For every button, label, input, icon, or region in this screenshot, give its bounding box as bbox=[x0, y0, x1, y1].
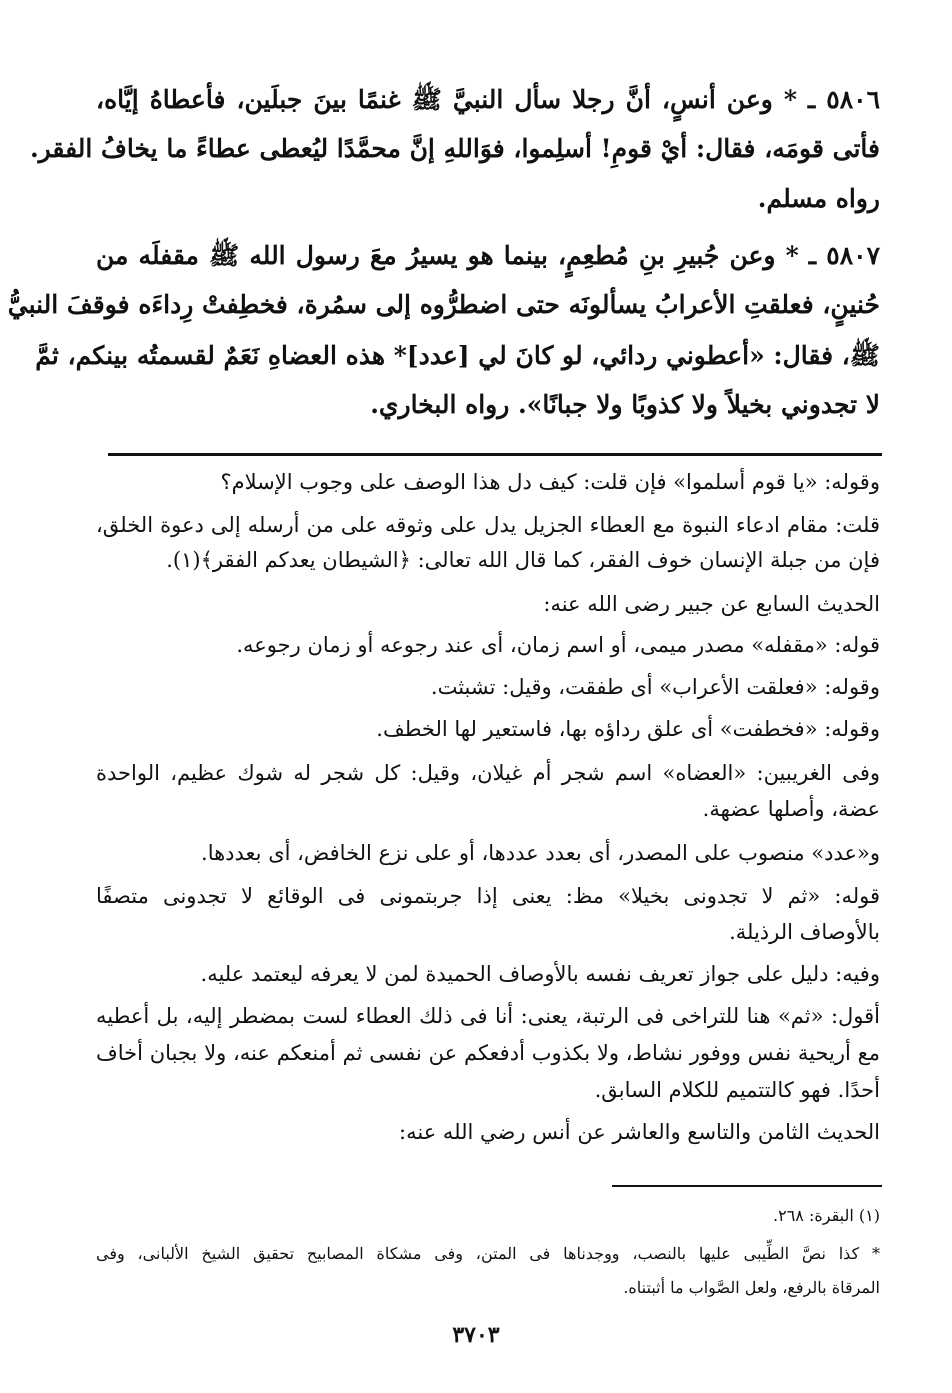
commentary-line: وفيه: دليل على جواز تعريف نفسه بالأوصاف الحميدة لمن لا يعرفه ليعتمد عليه. bbox=[200, 962, 880, 986]
hadith-line: لا تجدوني بخيلاً ولا كذوبًا ولا جبانًا». رواه البخاري. bbox=[370, 390, 880, 419]
hadith-line: حُنينٍ، فعلقتِ الأعرابُ يسألونَه حتى اضطرُّوه إلى سمُرة، فخطِفتْ رِداءَه فوقفَ النبيُّ bbox=[7, 290, 880, 319]
page-number: ٣٧٠٣ bbox=[452, 1322, 500, 1348]
footnote-divider bbox=[612, 1185, 882, 1187]
commentary-line: وقوله: «فخطفت» أى علق رداؤه بها، فاستعير لها الخطف. bbox=[376, 717, 880, 741]
commentary-line: قوله: «مقفله» مصدر ميمى، أو اسم زمان، أى عند رجوعه أو زمان رجوعه. bbox=[236, 633, 880, 657]
commentary-line: مع أريحية نفس ووفور نشاط، ولا بكذوب أدفعكم عن نفسى ثم أمنعكم عنه، ولا بجبان أخاف bbox=[96, 1041, 880, 1065]
hadith-line: ٥٨٠٦ ـ * وعن أنسٍ، أنَّ رجلا سأل النبيَّ ﷺ غنمًا بينَ جبلَين، فأعطاهُ إيَّاه، bbox=[96, 85, 880, 114]
commentary-line: عضة، وأصلها عضهة. bbox=[702, 797, 880, 821]
section-divider bbox=[108, 453, 882, 456]
commentary-line: و«عدد» منصوب على المصدر، أى بعدد عددها، أو على نزع الخافض، أى بعددها. bbox=[201, 841, 880, 865]
commentary-line: قلت: مقام ادعاء النبوة مع العطاء الجزيل يدل على وثوقه على من أرسله إلى دعوة الخلق، bbox=[96, 513, 880, 537]
commentary-heading: الحديث الثامن والتاسع والعاشر عن أنس رضي الله عنه: bbox=[399, 1120, 880, 1144]
commentary-line: وفى الغريبين: «العضاه» اسم شجر أم غيلان، وقيل: كل شجر له شوك عظيم، الواحدة bbox=[96, 761, 880, 785]
commentary-heading: الحديث السابع عن جبير رضى الله عنه: bbox=[543, 592, 880, 616]
hadith-line: فأتى قومَه، فقال: أيْ قومِ! أسلِموا، فوَاللهِ إنَّ محمَّدًا ليُعطى عطاءً ما يخافُ الفقر. bbox=[29, 134, 880, 163]
commentary-line: أقول: «ثم» هنا للتراخى فى الرتبة، يعنى: أنا فى ذلك العطاء لست بمضطر إليه، بل أعطيه bbox=[96, 1004, 880, 1028]
commentary-line: قوله: «ثم لا تجدونى بخيلا» مظ: يعنى إذا جربتمونى فى الوقائع لا تجدونى متصفًا bbox=[96, 884, 880, 908]
hadith-line: ﷺ، فقال: «أعطوني ردائي، لو كانَ لي [عدد]* هذه العضاهِ نَعَمٌ لقسمتُه بينكم، ثمَّ bbox=[35, 341, 880, 370]
footnote-line: * كذا نصَّ الطِّيبى عليها بالنصب، ووجدناها فى المتن، وفى مشكاة المصابيح تحقيق الشيخ الألبانى، وفى bbox=[96, 1244, 880, 1263]
commentary-line: وقوله: «فعلقت الأعراب» أى طفقت، وقيل: تشبثت. bbox=[430, 675, 880, 699]
commentary-line: بالأوصاف الرذيلة. bbox=[729, 920, 880, 944]
commentary-line: فإن من جبلة الإنسان خوف الفقر، كما قال الله تعالى: ﴿الشيطان يعدكم الفقر﴾(١). bbox=[166, 548, 880, 572]
footnote-line: المرقاة بالرفع، ولعل الصَّواب ما أثبتناه. bbox=[623, 1278, 880, 1297]
commentary-line: أحدًا. فهو كالتتميم للكلام السابق. bbox=[594, 1078, 880, 1102]
footnote-line: (١) البقرة: ٢٦٨. bbox=[773, 1206, 880, 1225]
hadith-line: ٥٨٠٧ ـ * وعن جُبيرِ بنِ مُطعِمٍ، بينما هو يسيرُ معَ رسول الله ﷺ مقفلَه من bbox=[96, 241, 880, 270]
hadith-source: رواه مسلم. bbox=[757, 184, 880, 213]
commentary-line: وقوله: «يا قوم أسلموا» فإن قلت: كيف دل هذا الوصف على وجوب الإسلام؟ bbox=[220, 470, 880, 494]
